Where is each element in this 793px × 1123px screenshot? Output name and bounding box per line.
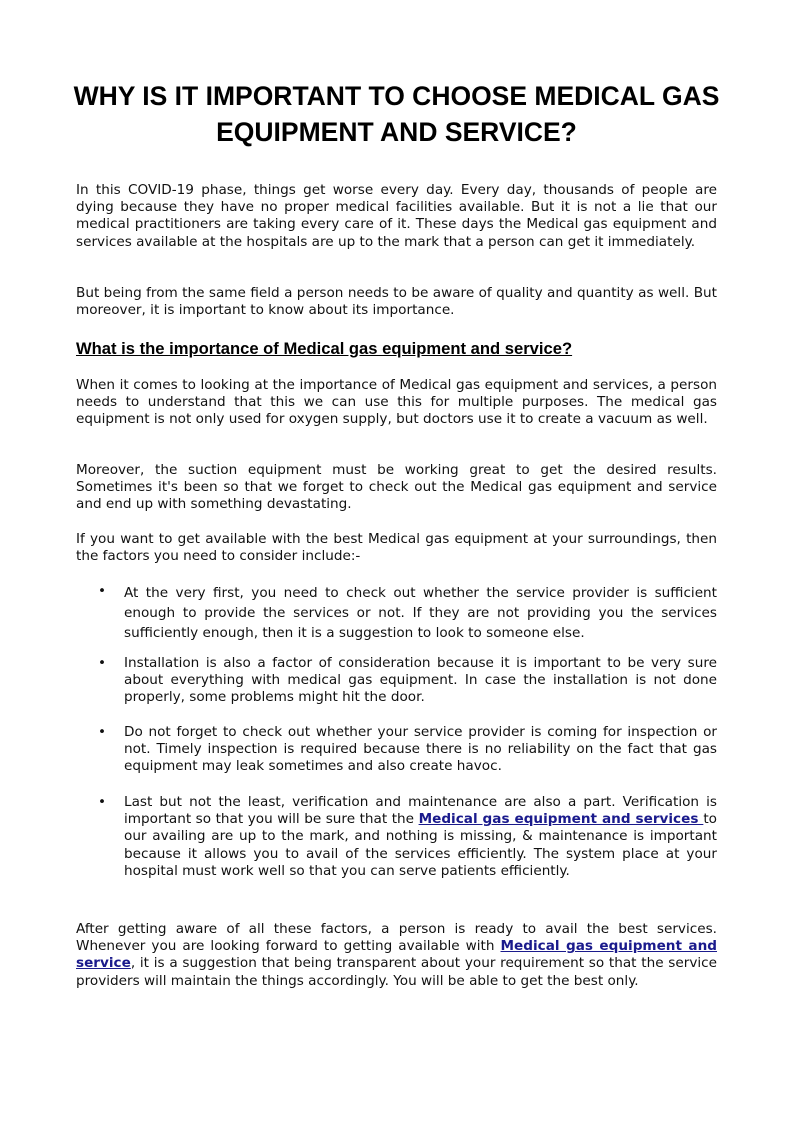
closing-paragraph — [76, 921, 717, 990]
closing-text-before-link: After getting aware of all these factors, a person is ready to avail the best services. Whenever you are looking forward to getting available with — [76, 921, 717, 955]
bullet-text: At the very first, you need to check out whether the service provider is sufficient enough to provide the services or not. If they are not providing you the services sufficiently enough, then it is a suggestion to look to someone else. — [124, 585, 717, 642]
intro-paragraph-2: But being from the same field a person needs to be aware of quality and quantity as well. But moreover, it is important to know about its importance. — [76, 285, 717, 319]
bullet-text: Do not forget to check out whether your service provider is coming for inspection or not. Timely inspection is required because there is no reliability on the fact that gas equipment may leak sometimes and also create havoc. — [124, 724, 717, 775]
factors-intro-paragraph: If you want to get available with the best Medical gas equipment at your surroundings, then the factors you need to consider include:- — [76, 531, 717, 565]
bullet-point-icon: • — [98, 655, 107, 671]
bullet-text — [124, 794, 717, 880]
intro-paragraph-1: In this COVID-19 phase, things get worse every day. Every day, thousands of people are dying because they have no proper medical facilities available. But it is not a lie that our medical practitioners are taking every care of it. These days the Medical gas equipment and services available at the hospitals are up to the mark that a person can get it immediately. — [76, 182, 717, 250]
bullet-point-icon: • — [98, 724, 107, 740]
bullet-point-icon: • — [98, 583, 107, 599]
bullet-text: Installation is also a factor of consideration because it is important to be very sure about everything with medical gas equipment. In case the installation is not done properly, some problems might hit the door. — [124, 655, 717, 706]
bullet-text-before-link: Last but not the least, verification and maintenance are also a part. Verification is important so that you will be sure that the — [124, 794, 717, 828]
medical-gas-equipment-service-link[interactable]: Medical gas equipment and service — [76, 938, 718, 972]
bullet-text-after-link: to our availing are up to the mark, and nothing is missing, & maintenance is important because it allows you to avail of the services efficiently. The system place at your hospital must work well so that you can serve patients efficiently. — [124, 811, 717, 879]
importance-paragraph: When it comes to looking at the importance of Medical gas equipment and services, a person needs to understand that this we can use this for multiple purposes. The medical gas equipment is not only used for oxygen supply, but doctors use it to create a vacuum as well. — [76, 377, 717, 428]
medical-gas-equipment-services-link[interactable]: Medical gas equipment and services — [418, 811, 704, 828]
closing-text-after-link: , it is a suggestion that being transparent about your requirement so that the service providers will maintain the things accordingly. You will be able to get the best only. — [76, 955, 717, 989]
bullet-point-icon: • — [98, 794, 107, 810]
page-title: WHY IS IT IMPORTANT TO CHOOSE MEDICAL GAS EQUIPMENT AND SERVICE? — [73, 81, 720, 147]
suction-paragraph: Moreover, the suction equipment must be working great to get the desired results. Sometimes it's been so that we forget to check out the Medical gas equipment and service and end up with something devastating. — [76, 462, 717, 513]
section-subheading: What is the importance of Medical gas equipment and service? — [76, 339, 573, 358]
